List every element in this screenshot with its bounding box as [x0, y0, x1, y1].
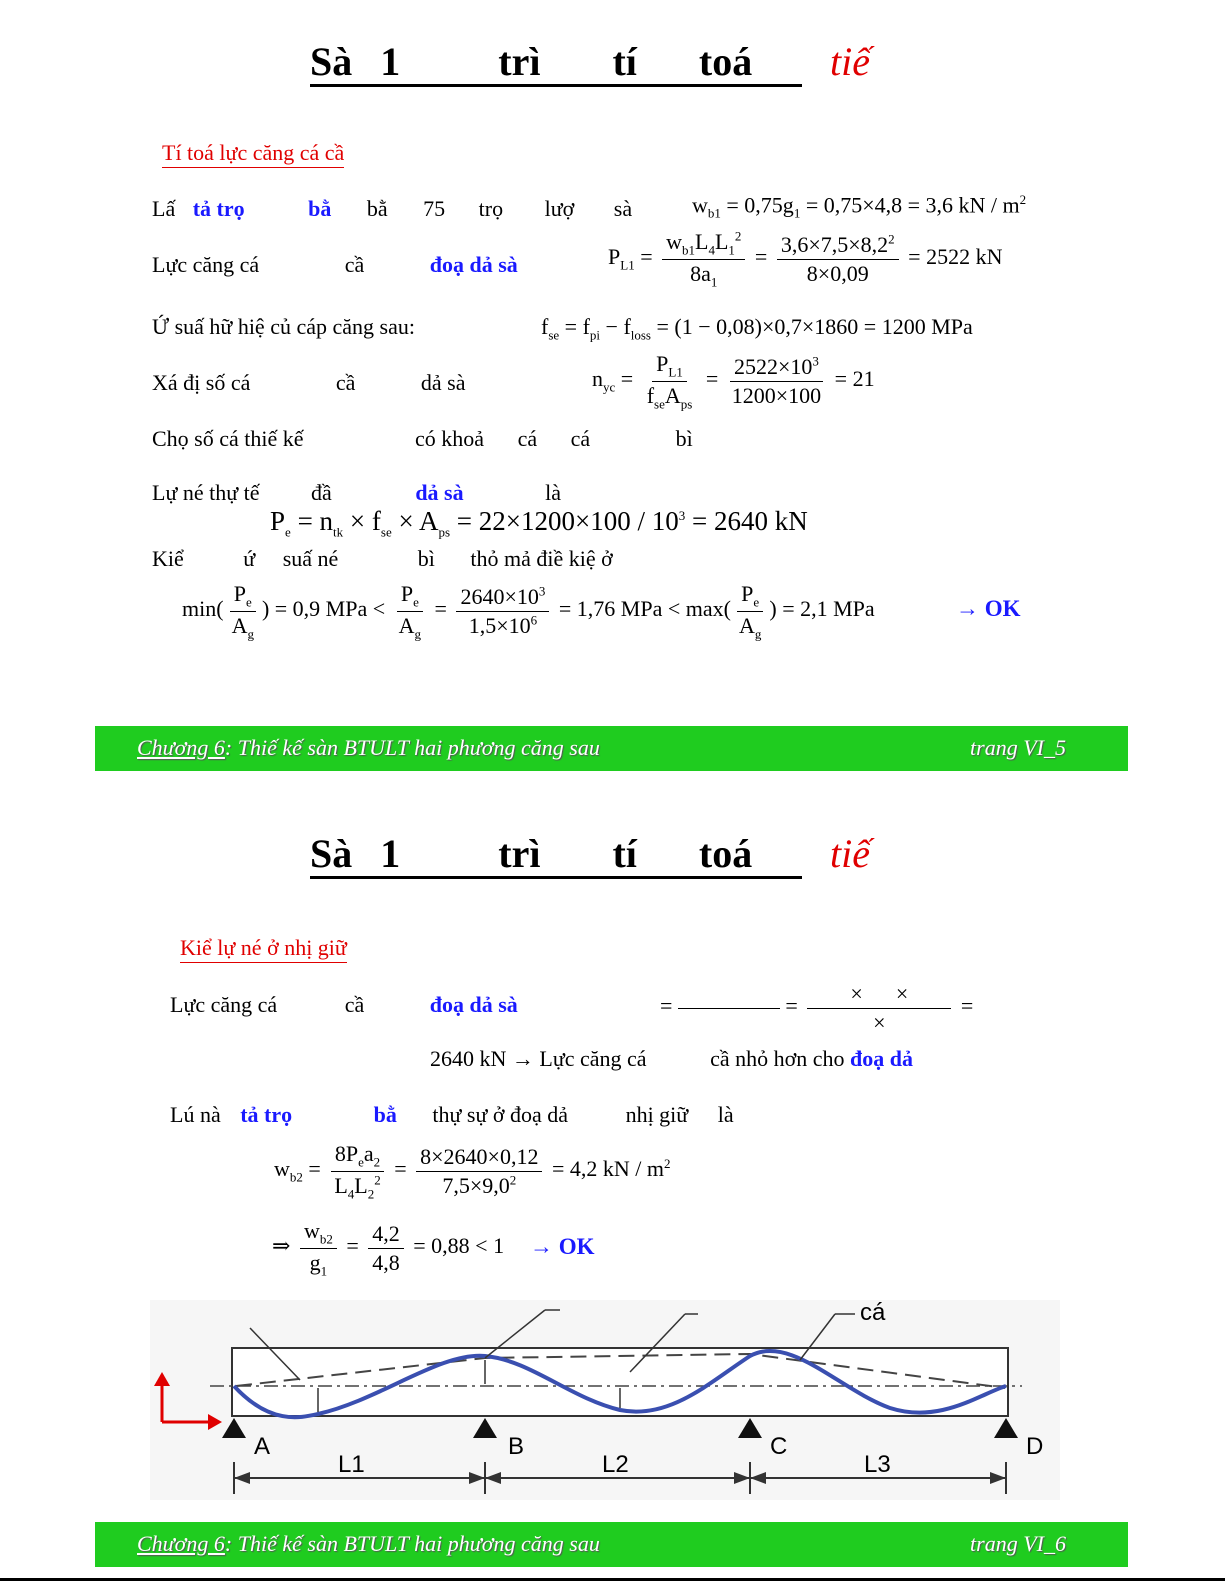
blue-term: bằ — [308, 196, 332, 221]
equation-wb1: $w_{b1} = 0,75g_1 = 0,75\times 4,8 = 3,6$ kN / $m^2$ — [692, 192, 1027, 221]
section-heading: Kiể lự né ở nhị giữ — [180, 935, 347, 963]
title-word: tí — [612, 831, 637, 876]
text-word: bằ — [366, 196, 388, 221]
equation-pl1: $P_{L1}$ = $\frac{w_{b1}L_4L_1^2}{8a_1}$ = $\frac{3,6\times 7,5\times 8,2^2}{8\times 0,09}$ = 2522 kN — [608, 228, 1003, 290]
blue-term: tả trọ — [240, 1102, 293, 1127]
text-word: cá — [517, 426, 538, 451]
footer-page: trang VI_5 — [970, 735, 1066, 760]
title-word: trì — [498, 831, 541, 876]
title-word: 1 — [380, 831, 401, 876]
text-word: thỏ mả điề kiệ ở — [470, 546, 613, 571]
row-label: Lự né thự tế — [152, 480, 260, 505]
text-word: là — [545, 480, 561, 505]
span-label: L3 — [864, 1451, 891, 1478]
title-word: Sà — [310, 831, 353, 876]
title-word: Sà — [310, 39, 353, 84]
row-label: Chọ số cá thiế kế — [152, 426, 304, 451]
page1-title — [310, 38, 752, 85]
title-word: tí — [612, 39, 637, 84]
text-word: cầ — [335, 370, 356, 395]
equation-fse: $f_{se} = f_{pi} - f_{loss} = (1 - 0,08)\times 0,7\times 1860 = 1200$ MPa — [541, 314, 973, 343]
equation-ratio: ⇒ $\frac{w_{b2}}{g_1}$ = $\frac{4,2}{4,8}$ = 0,88 < 1 — [272, 1218, 505, 1279]
text-word: nhị giữ — [625, 1102, 689, 1127]
text-word: cầ nhỏ hơn cho — [710, 1046, 845, 1071]
row-label: Lấ — [152, 196, 176, 221]
footer-page: trang VI_6 — [970, 1531, 1066, 1556]
equation-check: min( $\frac{P_e}{A_g}$ ) = 0,9 MPa < $\frac{P_e}{A_g}$ = $\frac{2640\times 10^3}{1,5\times 10^6}$ = 1,76 MPa < max( $\frac{P_e}{A_g}$ ) = 2,1 MPa — [182, 581, 875, 642]
footer-chapter: Chương 6: Thiế kế sàn BTULT hai phương căng sau — [137, 735, 600, 760]
title-suffix: tiế — [830, 39, 870, 84]
text-word: là — [717, 1102, 734, 1127]
text-word: suấ né — [282, 546, 339, 571]
title-word: 1 — [380, 39, 401, 84]
text-line: Ứ suấ hữ hiệ củ cáp căng sau: — [152, 314, 415, 339]
section-heading: Tí toá lực căng cá cầ — [162, 140, 344, 168]
span-label: L2 — [602, 1451, 629, 1478]
text-word: 75 — [423, 196, 446, 221]
text-line — [152, 426, 693, 452]
equation-pe: $P_e = n_{tk} \times f_{se} \times A_{ps} = 22\times 1200\times 100 / 10^3 = 2640$ kN — [270, 506, 808, 540]
row-label: Lực căng cá — [170, 992, 278, 1017]
text-word: trọ — [478, 196, 504, 221]
page-footer — [95, 726, 1128, 771]
blue-term: dả sà — [415, 480, 464, 505]
row-label: Xá đị số cá — [152, 370, 251, 395]
text-word: 2640 kN → Lực căng cá — [430, 1046, 647, 1071]
text-line — [430, 1046, 913, 1072]
blue-term: đoạ dả sà — [429, 252, 518, 277]
text-line — [170, 992, 518, 1018]
text-word: Kiể — [152, 546, 184, 571]
ok-label: → OK — [530, 1234, 595, 1259]
text-word: ứ — [243, 546, 256, 571]
text-word: đầ — [311, 480, 332, 505]
text-line — [152, 546, 613, 572]
span-label: L1 — [338, 1451, 365, 1478]
text-word: cầ — [344, 252, 365, 277]
page-footer — [95, 1522, 1128, 1567]
text-word: bì — [417, 546, 435, 571]
row-label: Lực căng cá — [152, 252, 260, 277]
text-word: có khoả — [415, 426, 485, 451]
text-word: bì — [675, 426, 693, 451]
text-line — [170, 1102, 734, 1128]
title-underline — [310, 876, 802, 879]
page2-title — [310, 830, 752, 877]
blue-term: tả trọ — [192, 196, 245, 221]
equation-nyc: $n_{yc}$ = $\frac{P_{L1}}{f_{se}A_{ps}}$ = $\frac{2522\times 10^3}{1200\times 100}$ = 21 — [592, 351, 875, 412]
title-word: trì — [498, 39, 541, 84]
blue-term: đoạ dả — [850, 1046, 913, 1071]
text-word: sà — [613, 196, 633, 221]
title-word: toá — [698, 831, 753, 876]
text-word: thự sự ở đoạ dả — [432, 1102, 569, 1127]
text-line — [152, 480, 561, 506]
blue-term: đoạ dả sà — [429, 992, 518, 1017]
text-line — [152, 370, 465, 396]
title-word: toá — [698, 39, 753, 84]
ok-label: → OK — [956, 596, 1021, 621]
text-word: lượ — [544, 196, 575, 221]
footer-chapter: Chương 6: Thiế kế sàn BTULT hai phương căng sau — [137, 1531, 600, 1556]
row-label: Lú nà — [170, 1102, 221, 1127]
equation-missing: = = $\frac{\times \times}{\times}$ = — [660, 981, 974, 1035]
equation-wb2: $w_{b2}$ = $\frac{8P_ea_2}{L_4L_2^2}$ = $\frac{8\times 2640\times 0,12}{7,5\times 9,0^2}$ = 4,2 kN / $m^2$ — [274, 1141, 671, 1202]
cable-label: cá — [860, 1299, 886, 1326]
page-bottom-rule — [0, 1578, 1225, 1581]
support-label: B — [508, 1433, 525, 1460]
text-word: cá — [570, 426, 591, 451]
support-label: C — [770, 1433, 788, 1460]
title-suffix: tiế — [830, 831, 870, 876]
support-label: D — [1026, 1433, 1044, 1460]
text-word: cầ — [344, 992, 365, 1017]
support-label: A — [254, 1433, 271, 1460]
text-line — [152, 252, 518, 278]
text-word: dả sà — [420, 370, 466, 395]
title-underline — [310, 84, 802, 87]
tendon-profile-diagram — [150, 1290, 1060, 1510]
blue-term: bằ — [373, 1102, 397, 1127]
text-line — [152, 196, 632, 222]
